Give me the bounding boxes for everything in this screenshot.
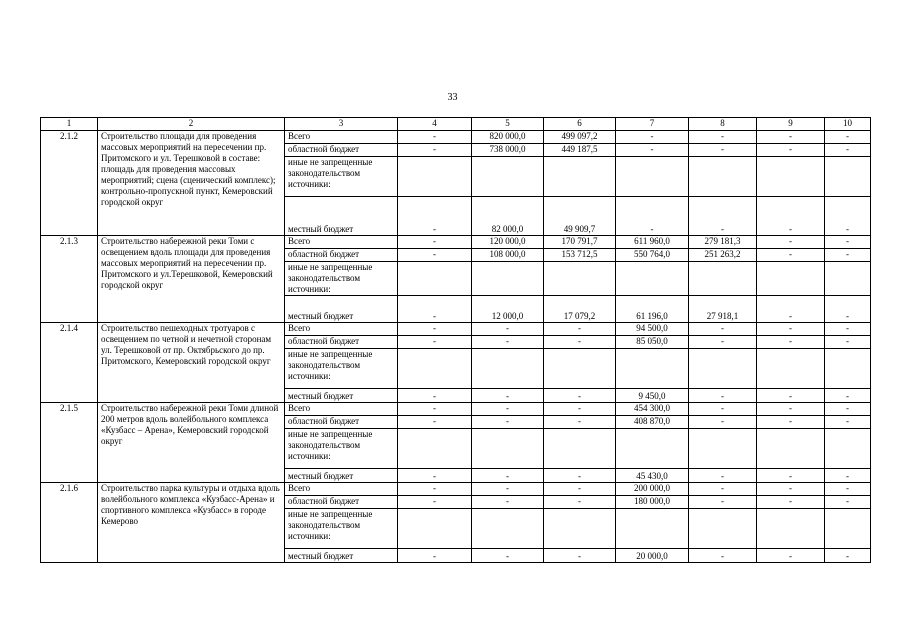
value-cell: - bbox=[472, 323, 544, 336]
value-cell: 20 000,0 bbox=[616, 549, 689, 563]
value-cell bbox=[472, 429, 544, 469]
value-cell: 454 300,0 bbox=[616, 403, 689, 416]
value-cell: - bbox=[544, 336, 616, 349]
source-label: иные не запрещенные законодательством источники: bbox=[285, 157, 398, 197]
value-cell: - bbox=[825, 469, 871, 483]
item-name: Строительство пешеходных тротуаров с освещением по четной и нечетной сторонам ул. Терешковой от пр. Октябрьского до пр. Притомского, Кемеровский городской округ bbox=[98, 323, 285, 403]
value-cell: - bbox=[757, 403, 825, 416]
value-cell: 170 791,7 bbox=[544, 236, 616, 249]
source-label: местный бюджет bbox=[285, 197, 398, 236]
value-cell: 61 196,0 bbox=[616, 296, 689, 323]
value-cell: 120 000,0 bbox=[472, 236, 544, 249]
table-row bbox=[41, 323, 871, 336]
value-cell: - bbox=[398, 323, 472, 336]
page-number: 33 bbox=[447, 92, 458, 103]
value-cell bbox=[689, 262, 757, 296]
table-row bbox=[41, 483, 871, 496]
value-cell: - bbox=[757, 249, 825, 262]
value-cell bbox=[689, 509, 757, 549]
value-cell: - bbox=[825, 416, 871, 429]
header-cell: 3 bbox=[285, 118, 398, 131]
value-cell: - bbox=[689, 416, 757, 429]
source-label: областной бюджет bbox=[285, 416, 398, 429]
value-cell bbox=[398, 262, 472, 296]
value-cell: - bbox=[616, 144, 689, 157]
source-label: местный бюджет bbox=[285, 389, 398, 403]
value-cell: - bbox=[825, 496, 871, 509]
value-cell bbox=[616, 262, 689, 296]
value-cell: - bbox=[689, 469, 757, 483]
value-cell: - bbox=[757, 197, 825, 236]
item-code: 2.1.2 bbox=[41, 131, 98, 236]
value-cell: 738 000,0 bbox=[472, 144, 544, 157]
item-code: 2.1.3 bbox=[41, 236, 98, 323]
value-cell bbox=[544, 349, 616, 389]
table-row bbox=[41, 403, 871, 416]
value-cell: - bbox=[398, 496, 472, 509]
value-cell: - bbox=[398, 236, 472, 249]
source-label: областной бюджет bbox=[285, 144, 398, 157]
value-cell: - bbox=[398, 144, 472, 157]
source-label: Всего bbox=[285, 131, 398, 144]
value-cell: - bbox=[398, 197, 472, 236]
value-cell: 153 712,5 bbox=[544, 249, 616, 262]
value-cell: - bbox=[689, 131, 757, 144]
value-cell: - bbox=[616, 197, 689, 236]
value-cell: - bbox=[472, 336, 544, 349]
value-cell bbox=[825, 349, 871, 389]
value-cell: - bbox=[689, 403, 757, 416]
value-cell: - bbox=[689, 549, 757, 563]
value-cell: - bbox=[544, 389, 616, 403]
value-cell: - bbox=[544, 549, 616, 563]
value-cell bbox=[825, 262, 871, 296]
value-cell: - bbox=[825, 403, 871, 416]
value-cell bbox=[398, 349, 472, 389]
value-cell: - bbox=[825, 236, 871, 249]
source-label: местный бюджет bbox=[285, 469, 398, 483]
value-cell: 17 079,2 bbox=[544, 296, 616, 323]
value-cell: - bbox=[544, 416, 616, 429]
value-cell: - bbox=[544, 483, 616, 496]
item-code: 2.1.5 bbox=[41, 403, 98, 483]
value-cell bbox=[616, 349, 689, 389]
value-cell: 499 097,2 bbox=[544, 131, 616, 144]
value-cell: - bbox=[757, 131, 825, 144]
source-label: иные не запрещенные законодательством источники: bbox=[285, 349, 398, 389]
value-cell: 108 000,0 bbox=[472, 249, 544, 262]
financing-table bbox=[40, 117, 871, 563]
value-cell: - bbox=[472, 403, 544, 416]
value-cell: - bbox=[544, 469, 616, 483]
header-cell: 6 bbox=[544, 118, 616, 131]
value-cell: 94 500,0 bbox=[616, 323, 689, 336]
value-cell: - bbox=[544, 496, 616, 509]
value-cell: - bbox=[689, 197, 757, 236]
value-cell: - bbox=[398, 336, 472, 349]
value-cell bbox=[616, 429, 689, 469]
source-label: областной бюджет bbox=[285, 249, 398, 262]
source-label: местный бюджет bbox=[285, 296, 398, 323]
value-cell: - bbox=[757, 416, 825, 429]
value-cell bbox=[757, 349, 825, 389]
value-cell: - bbox=[757, 469, 825, 483]
value-cell: - bbox=[398, 403, 472, 416]
value-cell bbox=[398, 157, 472, 197]
item-name: Строительство набережной реки Томи длиной 200 метров вдоль волейбольного комплекса «Кузбасс – Арена», Кемеровский городской округ bbox=[98, 403, 285, 483]
value-cell: - bbox=[757, 236, 825, 249]
value-cell: - bbox=[472, 496, 544, 509]
value-cell bbox=[757, 157, 825, 197]
value-cell bbox=[544, 262, 616, 296]
value-cell: - bbox=[472, 549, 544, 563]
value-cell: - bbox=[825, 144, 871, 157]
value-cell bbox=[472, 509, 544, 549]
value-cell: - bbox=[544, 403, 616, 416]
value-cell: - bbox=[825, 296, 871, 323]
value-cell: 85 050,0 bbox=[616, 336, 689, 349]
value-cell: - bbox=[398, 249, 472, 262]
value-cell: - bbox=[689, 389, 757, 403]
value-cell bbox=[398, 429, 472, 469]
value-cell: - bbox=[689, 483, 757, 496]
value-cell bbox=[544, 429, 616, 469]
source-label: иные не запрещенные законодательством источники: bbox=[285, 429, 398, 469]
value-cell: - bbox=[825, 197, 871, 236]
value-cell: - bbox=[398, 549, 472, 563]
value-cell: - bbox=[757, 389, 825, 403]
value-cell bbox=[472, 349, 544, 389]
source-label: Всего bbox=[285, 403, 398, 416]
value-cell bbox=[616, 509, 689, 549]
source-label: иные не запрещенные законодательством источники: bbox=[285, 509, 398, 549]
value-cell: - bbox=[757, 496, 825, 509]
value-cell: - bbox=[757, 144, 825, 157]
item-name: Строительство набережной реки Томи с освещением вдоль площади для проведения массовых мероприятий на пересечении пр. Притомского и ул.Терешковой, Кемеровский городской округ bbox=[98, 236, 285, 323]
table-row bbox=[41, 236, 871, 249]
item-name: Строительство парка культуры и отдыха вдоль волейбольного комплекса «Кузбасс-Арена» и спортивного комплекса «Кузбасс» в городе Кемерово bbox=[98, 483, 285, 563]
value-cell bbox=[825, 429, 871, 469]
header-cell: 4 bbox=[398, 118, 472, 131]
value-cell: - bbox=[544, 323, 616, 336]
value-cell bbox=[616, 157, 689, 197]
value-cell: - bbox=[616, 131, 689, 144]
item-name: Строительство площади для проведения массовых мероприятий на пересечении пр. Притомского и ул. Терешковой в составе: площадь для проведения массовых мероприятий; сцена (сценический комплекс); контрольно-пропускной пункт, Кемеровский городской округ bbox=[98, 131, 285, 236]
item-code: 2.1.6 bbox=[41, 483, 98, 563]
source-label: областной бюджет bbox=[285, 336, 398, 349]
source-label: Всего bbox=[285, 323, 398, 336]
header-row bbox=[41, 118, 871, 131]
value-cell: - bbox=[825, 549, 871, 563]
item-code: 2.1.4 bbox=[41, 323, 98, 403]
header-cell: 2 bbox=[98, 118, 285, 131]
value-cell: 550 764,0 bbox=[616, 249, 689, 262]
value-cell bbox=[757, 262, 825, 296]
value-cell: 27 918,1 bbox=[689, 296, 757, 323]
value-cell bbox=[472, 157, 544, 197]
value-cell: - bbox=[689, 336, 757, 349]
value-cell bbox=[544, 509, 616, 549]
value-cell bbox=[825, 509, 871, 549]
value-cell bbox=[825, 157, 871, 197]
source-label: местный бюджет bbox=[285, 549, 398, 563]
value-cell: - bbox=[689, 323, 757, 336]
value-cell: - bbox=[825, 336, 871, 349]
value-cell: - bbox=[689, 144, 757, 157]
value-cell: 180 000,0 bbox=[616, 496, 689, 509]
value-cell: - bbox=[472, 469, 544, 483]
value-cell: 408 870,0 bbox=[616, 416, 689, 429]
header-cell: 10 bbox=[825, 118, 871, 131]
value-cell: - bbox=[398, 131, 472, 144]
source-label: Всего bbox=[285, 236, 398, 249]
value-cell: - bbox=[757, 549, 825, 563]
value-cell: - bbox=[472, 483, 544, 496]
value-cell: - bbox=[398, 483, 472, 496]
value-cell: - bbox=[825, 249, 871, 262]
value-cell: - bbox=[825, 131, 871, 144]
value-cell: 279 181,3 bbox=[689, 236, 757, 249]
value-cell: - bbox=[472, 389, 544, 403]
table-row bbox=[41, 131, 871, 144]
value-cell bbox=[544, 157, 616, 197]
header-cell: 1 bbox=[41, 118, 98, 131]
value-cell: 449 187,5 bbox=[544, 144, 616, 157]
value-cell: - bbox=[757, 323, 825, 336]
value-cell: - bbox=[398, 296, 472, 323]
value-cell: 611 960,0 bbox=[616, 236, 689, 249]
source-label: областной бюджет bbox=[285, 496, 398, 509]
value-cell: 200 000,0 bbox=[616, 483, 689, 496]
value-cell bbox=[757, 429, 825, 469]
source-label: иные не запрещенные законодательством источники: bbox=[285, 262, 398, 296]
value-cell: 251 263,2 bbox=[689, 249, 757, 262]
value-cell: - bbox=[689, 496, 757, 509]
source-label: Всего bbox=[285, 483, 398, 496]
value-cell bbox=[472, 262, 544, 296]
value-cell: - bbox=[825, 483, 871, 496]
value-cell: - bbox=[398, 389, 472, 403]
value-cell: 12 000,0 bbox=[472, 296, 544, 323]
value-cell bbox=[689, 157, 757, 197]
value-cell: - bbox=[398, 416, 472, 429]
value-cell: 9 450,0 bbox=[616, 389, 689, 403]
value-cell: 45 430,0 bbox=[616, 469, 689, 483]
value-cell bbox=[757, 509, 825, 549]
header-cell: 7 bbox=[616, 118, 689, 131]
value-cell: 49 909,7 bbox=[544, 197, 616, 236]
value-cell: - bbox=[757, 336, 825, 349]
value-cell: - bbox=[472, 416, 544, 429]
value-cell: - bbox=[757, 483, 825, 496]
header-cell: 9 bbox=[757, 118, 825, 131]
value-cell: - bbox=[398, 469, 472, 483]
value-cell bbox=[689, 429, 757, 469]
header-cell: 5 bbox=[472, 118, 544, 131]
value-cell bbox=[689, 349, 757, 389]
value-cell: 82 000,0 bbox=[472, 197, 544, 236]
value-cell: - bbox=[757, 296, 825, 323]
value-cell: 820 000,0 bbox=[472, 131, 544, 144]
value-cell: - bbox=[825, 323, 871, 336]
value-cell bbox=[398, 509, 472, 549]
value-cell: - bbox=[825, 389, 871, 403]
header-cell: 8 bbox=[689, 118, 757, 131]
